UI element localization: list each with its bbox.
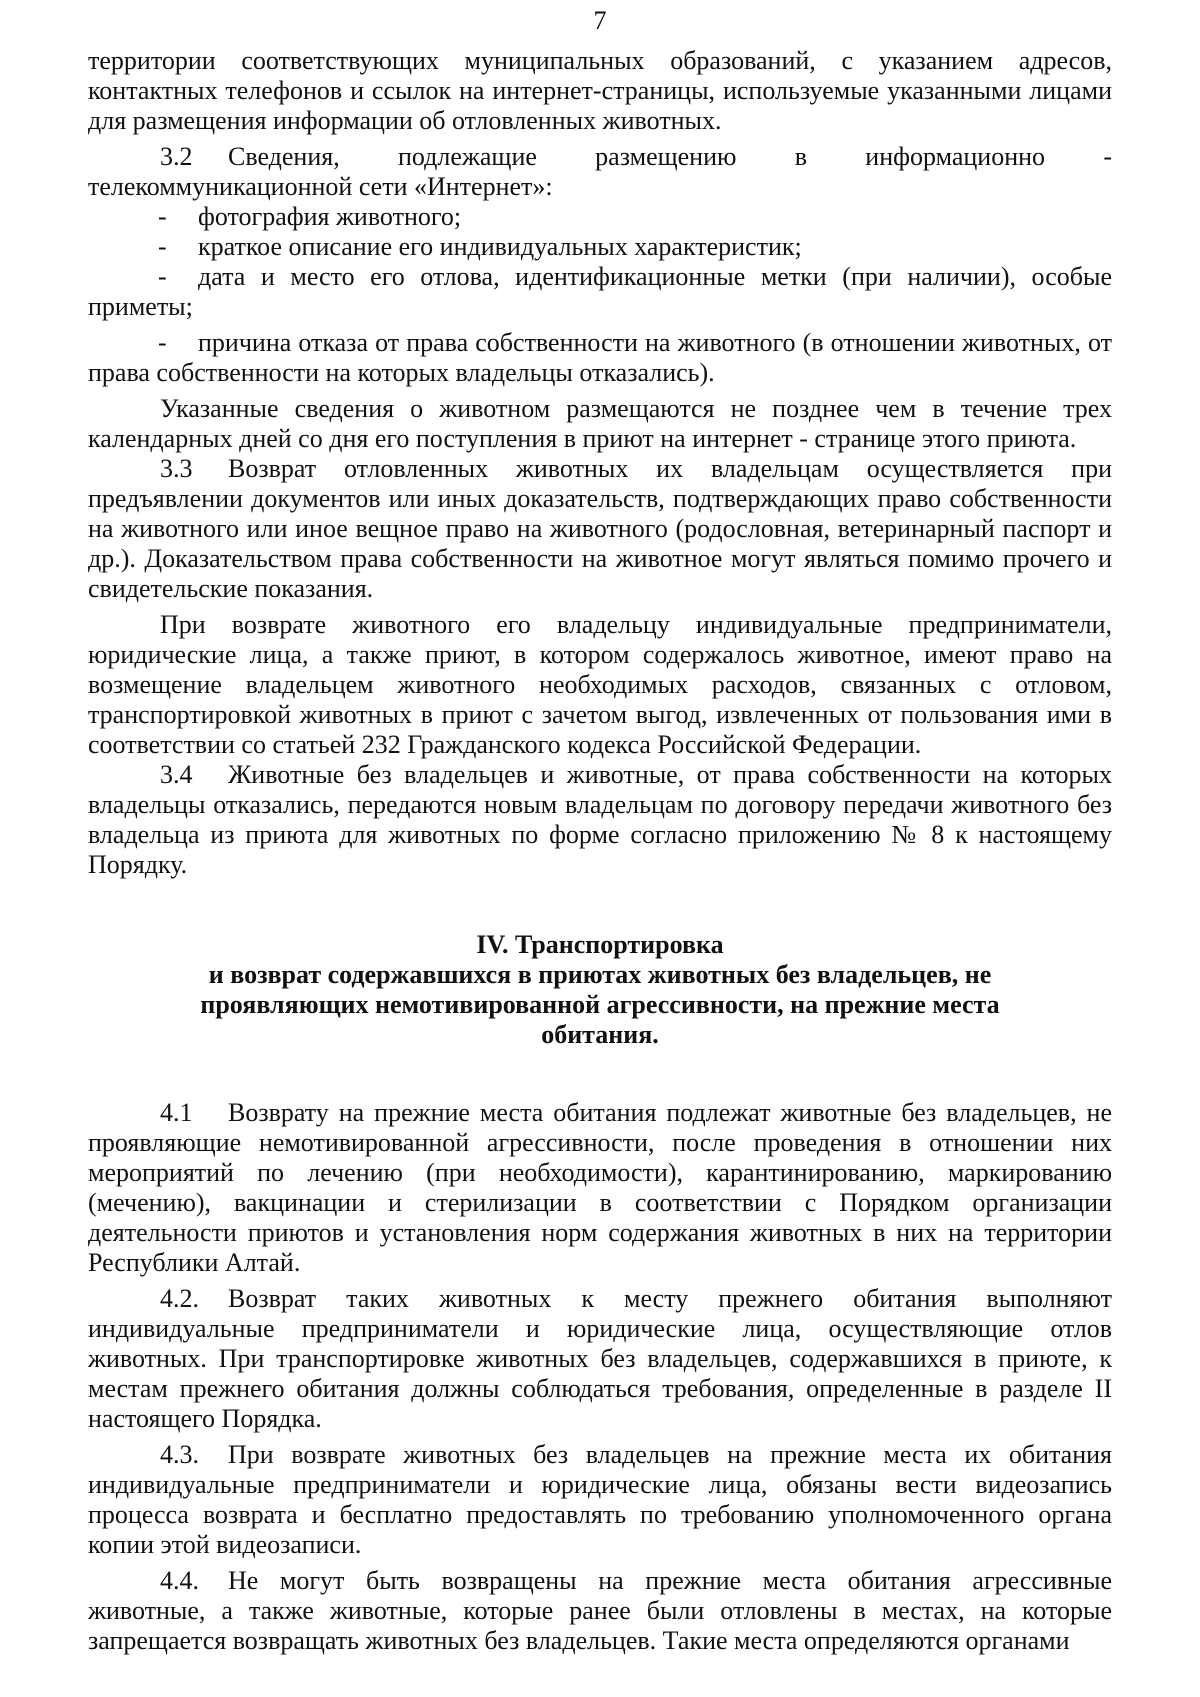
list-item (88, 262, 1112, 322)
section-3-2 (88, 142, 1112, 202)
section-heading (88, 930, 1112, 1050)
section-4-1 (88, 1098, 1112, 1278)
section-number: 4.1 (160, 1098, 193, 1127)
section-text: Возврат отловленных животных их владельцам осуществляется при предъявлении документов или иных доказательств, подтверждающих право собственности на животного или иное вещное право на животного (родословная, ветеринарный паспорт и др.). Доказательством права собственности на животное могут являться помимо прочего и свидетельские показания. (88, 454, 1112, 603)
heading-line: IV. Транспортировка (476, 930, 724, 959)
page-number: 7 (593, 6, 607, 35)
section-4-2 (88, 1284, 1112, 1434)
section-text: Возврат таких животных к месту прежнего обитания выполняют индивидуальные предприниматели и юридические лица, осуществляющие отлов животных. При транспортировке животных без владельцев, содержавшихся в приюте, к местам прежнего обитания должны соблюдаться требования, определенные в разделе II настоящего Порядка. (88, 1284, 1112, 1433)
list-item-text: дата и место его отлова, идентификационные метки (при наличии), особые приметы; (88, 262, 1112, 321)
heading-line: и возврат содержавшихся в приютах животных без владельцев, не (208, 960, 992, 989)
list-item-text: фотография животного; (198, 202, 462, 231)
section-number: 3.4 (160, 760, 193, 789)
section-4-4 (88, 1566, 1112, 1656)
section-number: 3.2 (160, 142, 193, 171)
section-text: Животные без владельцев и животные, от права собственности на которых владельцы отказались, передаются новым владельцам по договору передачи животного без владельца из приюта для животных по форме согласно приложению № 8 к настоящему Порядку. (88, 760, 1112, 879)
section-3-3 (88, 454, 1112, 604)
dash-marker: - (158, 202, 167, 231)
dash-marker: - (158, 262, 167, 291)
section-4-3 (88, 1440, 1112, 1560)
info-paragraph: Указанные сведения о животном размещаются не позднее чем в течение трех календарных дней со дня его поступления в приют на интернет - странице этого приюта. (88, 394, 1112, 453)
section-3-4 (88, 760, 1112, 880)
document-body (88, 46, 1112, 1656)
list-item (88, 232, 1112, 262)
section-number: 4.2. (160, 1284, 199, 1313)
heading-line: обитания. (541, 1020, 659, 1049)
intro-paragraph: территории соответствующих муниципальных образований, с указанием адресов, контактных телефонов и ссылок на интернет-страницы, используемые указанными лицами для размещения информации об отловленных животных. (88, 46, 1112, 135)
return-paragraph: При возврате животного его владельцу индивидуальные предприниматели, юридические лица, а также приют, в котором содержалось животное, имеют право на возмещение владельцем животного необходимых расходов, связанных с отловом, транспортировкой животных в приют с зачетом выгод, извлеченных от пользования ими в соответствии со статьей 232 Гражданского кодекса Российской Федерации. (88, 610, 1112, 759)
section-number: 3.3 (160, 454, 193, 483)
list-item-text: причина отказа от права собственности на животного (в отношении животных, от права собственности на которых владельцы отказались). (88, 328, 1112, 387)
list-item (88, 202, 1112, 232)
section-text: Возврату на прежние места обитания подлежат животные без владельцев, не проявляющие немотивированной агрессивности, после проведения в отношении них мероприятий по лечению (при необходимости), карантинированию, маркированию (мечению), вакцинации и стерилизации в соответствии с Порядком организации деятельности приютов и установления норм содержания животных в них на территории Республики Алтай. (88, 1098, 1112, 1277)
heading-line: проявляющих немотивированной агрессивности, на прежние места (200, 990, 1000, 1019)
list-item (88, 328, 1112, 388)
dash-marker: - (158, 232, 167, 261)
section-number: 4.4. (160, 1566, 199, 1595)
dash-marker: - (158, 328, 167, 357)
section-text: Не могут быть возвращены на прежние места обитания агрессивные животные, а также животные, которые ранее были отловлены в местах, на которые запрещается возвращать животных без владельцев. Такие места определяются органами (88, 1566, 1112, 1655)
section-text: При возврате животных без владельцев на прежние места их обитания индивидуальные предприниматели и юридические лица, обязаны вести видеозапись процесса возврата и бесплатно предоставлять по требованию уполномоченного органа копии этой видеозаписи. (88, 1440, 1112, 1559)
list-item-text: краткое описание его индивидуальных характеристик; (198, 232, 802, 261)
section-number: 4.3. (160, 1440, 199, 1469)
section-text: Сведения, подлежащие размещению в информационно - телекоммуникационной сети «Интернет»: (88, 142, 1112, 201)
